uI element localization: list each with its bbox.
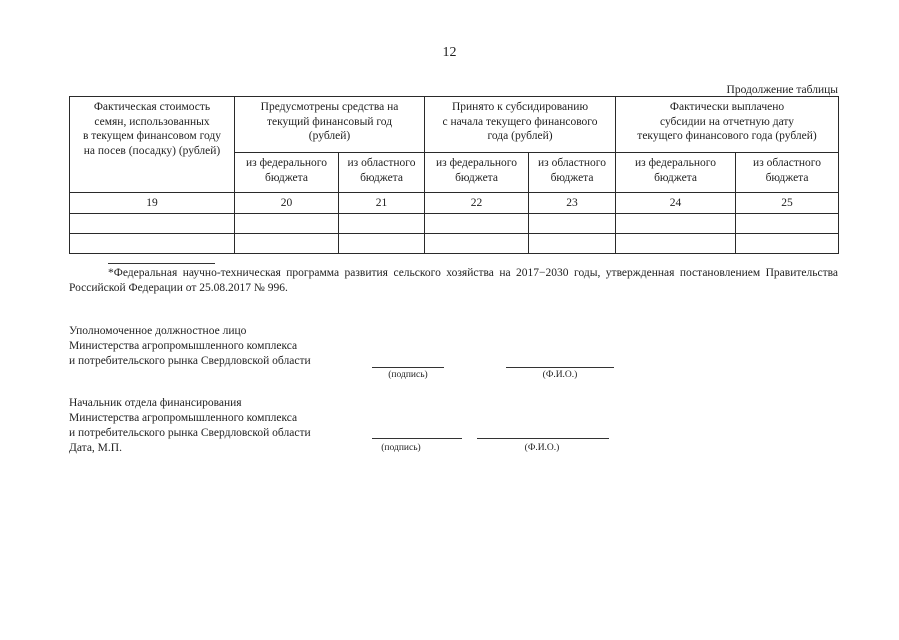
header-text: (рублей) <box>308 130 351 143</box>
page-number: 12 <box>442 45 457 60</box>
continuation-label: Продолжение таблицы <box>726 84 838 96</box>
table-cell <box>70 234 235 254</box>
table-row <box>70 234 839 254</box>
subheader-text: бюджета <box>265 171 308 184</box>
signature-caption: (подпись) <box>381 443 421 453</box>
signature-line <box>372 367 444 368</box>
name-line <box>477 438 609 439</box>
column-number: 24 <box>616 193 736 214</box>
subheader-text: бюджета <box>654 171 697 184</box>
table-cell <box>339 214 425 234</box>
name-caption: (Ф.И.О.) <box>542 370 578 380</box>
subheader-regional <box>339 153 425 193</box>
header-text: семян, использованных <box>94 115 210 128</box>
signature-caption: (подпись) <box>388 370 428 380</box>
subheader-regional <box>529 153 616 193</box>
header-text: текущего финансового года (рублей) <box>637 130 817 143</box>
subheader-text: из федерального <box>635 157 716 169</box>
subheader-text: из областного <box>538 157 606 169</box>
subheader-federal <box>235 153 339 193</box>
table-cell <box>425 214 529 234</box>
signature-block-authorized <box>69 324 311 369</box>
column-number: 19 <box>70 193 235 214</box>
subheader-text: бюджета <box>360 171 403 184</box>
signature-block-finance <box>69 396 311 456</box>
subheader-federal <box>616 153 736 193</box>
table-cell <box>425 234 529 254</box>
column-number-row <box>70 193 839 214</box>
subheader-federal <box>425 153 529 193</box>
subsidy-table <box>69 96 839 254</box>
table-cell <box>235 214 339 234</box>
footnote-text: *Федеральная научно-техническая программа развития сельского хозяйства на 2017−2030 годы, утвержденная постановлением Правительства Российской Федерации от 25.08.2017 № 996. <box>69 267 838 295</box>
subheader-text: бюджета <box>765 171 809 184</box>
signature-title-line: Дата, М.П. <box>69 441 122 454</box>
table-row <box>70 214 839 234</box>
footnote-separator <box>108 263 215 264</box>
table-cell <box>736 234 839 254</box>
subheader-text: из федерального <box>246 157 327 169</box>
header-text: субсидии на отчетную дату <box>660 115 795 128</box>
signature-title-line: и потребительского рынка Свердловской области <box>69 354 311 367</box>
column-number: 25 <box>736 193 839 214</box>
table-cell <box>616 214 736 234</box>
column-number: 22 <box>425 193 529 214</box>
subheader-text: из областного <box>347 157 416 169</box>
header-text: Фактическая стоимость <box>93 101 211 113</box>
header-group-accepted <box>425 97 616 153</box>
subheader-text: из областного <box>753 157 821 169</box>
column-number: 20 <box>235 193 339 214</box>
header-group-paid <box>616 97 839 153</box>
table-cell <box>70 214 235 234</box>
header-text: Фактически выплачено <box>669 101 785 113</box>
subheader-text: бюджета <box>455 171 498 184</box>
column-number: 21 <box>339 193 425 214</box>
header-col19 <box>70 97 235 193</box>
name-caption: (Ф.И.О.) <box>524 443 560 453</box>
subheader-text: бюджета <box>550 171 594 184</box>
signature-title-line: Министерства агропромышленного комплекса <box>69 411 298 424</box>
signature-line <box>372 438 462 439</box>
signature-title-line: Министерства агропромышленного комплекса <box>69 339 298 352</box>
table-cell <box>339 234 425 254</box>
footnote <box>69 266 838 296</box>
header-group-planned <box>235 97 425 153</box>
signature-title-line: Уполномоченное должностное лицо <box>69 325 247 337</box>
subheader-regional <box>736 153 839 193</box>
table-cell <box>235 234 339 254</box>
header-text: с начала текущего финансового <box>442 115 598 128</box>
column-number: 23 <box>529 193 616 214</box>
header-text: текущий финансовый год <box>266 115 393 128</box>
subheader-text: из федерального <box>436 157 517 169</box>
header-text: на посев (посадку) (рублей) <box>83 145 221 158</box>
signature-title-line: и потребительского рынка Свердловской области <box>69 426 311 439</box>
name-line <box>506 367 614 368</box>
header-text: в текущем финансовом году <box>82 130 222 143</box>
table-cell <box>529 214 616 234</box>
table-cell <box>529 234 616 254</box>
signature-title-line: Начальник отдела финансирования <box>69 397 242 409</box>
header-text: Принято к субсидированию <box>451 101 589 113</box>
table-cell <box>736 214 839 234</box>
header-text: Предусмотрены средства на <box>260 101 399 113</box>
header-text: года (рублей) <box>487 130 553 143</box>
table-cell <box>616 234 736 254</box>
